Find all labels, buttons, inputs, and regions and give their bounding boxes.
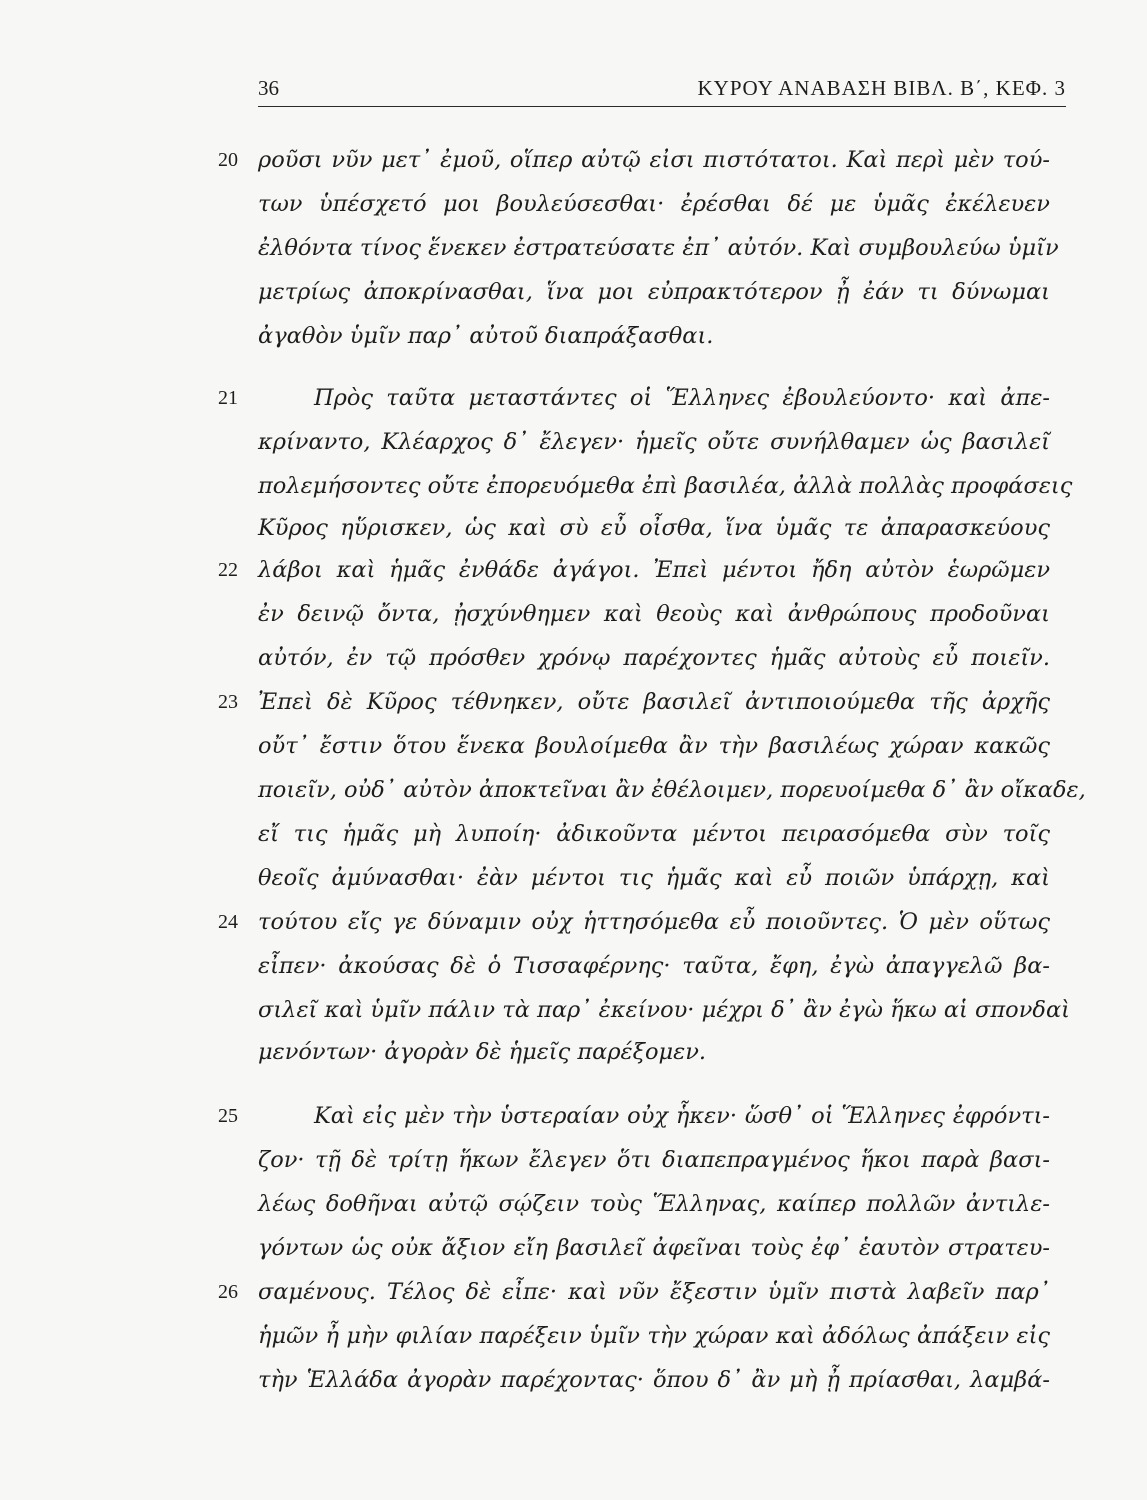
- text-line: Ἐπεὶ δὲ Κῦρος τέθνηκεν, οὔτε βασιλεῖ ἀντιποιούμεθα τῆς ἀρχῆς: [258, 689, 1050, 715]
- text-line: λάβοι καὶ ἡμᾶς ἐνθάδε ἀγάγοι. Ἐπεὶ μέντοι ἤδη αὐτὸν ἑωρῶμεν: [258, 557, 1050, 583]
- text-line: σαμένους. Τέλος δὲ εἶπε· καὶ νῦν ἔξεστιν ὑμῖν πιστὰ λαβεῖν παρ᾽: [258, 1279, 1050, 1305]
- text-line: ἀγαθὸν ὑμῖν παρ᾽ αὐτοῦ διαπράξασθαι.: [258, 323, 714, 349]
- text-line: οὔτ᾽ ἔστιν ὅτου ἕνεκα βουλοίμεθα ἂν τὴν βασιλέως χώραν κακῶς: [258, 733, 1050, 759]
- text-line: γόντων ὡς οὐκ ἄξιον εἴη βασιλεῖ ἀφεῖναι τοὺς ἐφ᾽ ἑαυτὸν στρατευ-: [258, 1235, 1050, 1261]
- text-line: ζον· τῇ δὲ τρίτῃ ἥκων ἔλεγεν ὅτι διαπεπραγμένος ἥκοι παρὰ βασι-: [258, 1147, 1050, 1173]
- text-line: ποιεῖν, οὐδ᾽ αὐτὸν ἀποκτεῖναι ἂν ἐθέλοιμεν, πορευοίμεθα δ᾽ ἂν οἴκαδε,: [258, 777, 1086, 803]
- text-line: ἡμῶν ἦ μὴν φιλίαν παρέξειν ὑμῖν τὴν χώραν καὶ ἀδόλως ἀπάξειν εἰς: [258, 1323, 1050, 1349]
- text-line: πολεμήσοντες οὔτε ἐπορευόμεθα ἐπὶ βασιλέα, ἀλλὰ πολλὰς προφάσεις: [258, 473, 1073, 499]
- text-line: κρίναντο, Κλέαρχος δ᾽ ἔλεγεν· ἡμεῖς οὔτε συνήλθαμεν ὡς βασιλεῖ: [258, 429, 1050, 455]
- running-header: [258, 72, 1066, 107]
- section-number: 26: [218, 1281, 238, 1303]
- text-line: λέως δοθῆναι αὐτῷ σῴζειν τοὺς Ἕλληνας, καίπερ πολλῶν ἀντιλε-: [258, 1191, 1050, 1217]
- section-number: 24: [218, 911, 238, 933]
- text-line: θεοῖς ἀμύνασθαι· ἐὰν μέντοι τις ἡμᾶς καὶ εὖ ποιῶν ὑπάρχῃ, καὶ: [258, 865, 1050, 891]
- section-number: 20: [218, 149, 238, 171]
- text-line: Καὶ εἰς μὲν τὴν ὑστεραίαν οὐχ ἧκεν· ὥσθ᾽ οἱ Ἕλληνες ἐφρόντι-: [314, 1103, 1050, 1129]
- page-number: 36: [258, 76, 279, 100]
- text-line: Πρὸς ταῦτα μεταστάντες οἱ Ἕλληνες ἐβουλεύοντο· καὶ ἀπε-: [314, 385, 1050, 411]
- text-line: εἶπεν· ἀκούσας δὲ ὁ Τισσαφέρνης· ταῦτα, ἔφη, ἐγὼ ἀπαγγελῶ βα-: [258, 953, 1050, 979]
- text-line: σιλεῖ καὶ ὑμῖν πάλιν τὰ παρ᾽ ἐκείνου· μέχρι δ᾽ ἂν ἐγὼ ἥκω αἱ σπονδαὶ: [258, 997, 1070, 1023]
- section-number: 21: [218, 387, 238, 409]
- text-line: μενόντων· ἀγορὰν δὲ ἡμεῖς παρέξομεν.: [258, 1039, 707, 1065]
- text-line: εἴ τις ἡμᾶς μὴ λυποίη· ἀδικοῦντα μέντοι πειρασόμεθα σὺν τοῖς: [258, 821, 1050, 847]
- section-number: 22: [218, 559, 238, 581]
- running-head-title: ΚΥΡΟΥ ΑΝΑΒΑΣΗ ΒΙΒΛ. Β΄, ΚΕΦ. 3: [697, 76, 1066, 100]
- text-line: Κῦρος ηὕρισκεν, ὡς καὶ σὺ εὖ οἶσθα, ἵνα ὑμᾶς τε ἀπαρασκεύους: [258, 515, 1050, 541]
- text-line: ροῦσι νῦν μετ᾽ ἐμοῦ, οἵπερ αὐτῷ εἰσι πιστότατοι. Καὶ περὶ μὲν τού-: [258, 147, 1050, 173]
- section-number: 23: [218, 691, 238, 713]
- text-line: μετρίως ἀποκρίνασθαι, ἵνα μοι εὐπρακτότερον ᾖ ἐάν τι δύνωμαι: [258, 279, 1050, 305]
- text-line: ἐν δεινῷ ὄντα, ᾐσχύνθημεν καὶ θεοὺς καὶ ἀνθρώπους προδοῦναι: [258, 601, 1050, 627]
- section-number: 25: [218, 1105, 238, 1127]
- text-line: των ὑπέσχετό μοι βουλεύσεσθαι· ἐρέσθαι δέ με ὑμᾶς ἐκέλευεν: [258, 191, 1050, 217]
- text-line: αὐτόν, ἐν τῷ πρόσθεν χρόνῳ παρέχοντες ἡμᾶς αὐτοὺς εὖ ποιεῖν.: [258, 645, 1050, 671]
- text-line: τούτου εἴς γε δύναμιν οὐχ ἡττησόμεθα εὖ ποιοῦντες. Ὁ μὲν οὕτως: [258, 909, 1050, 935]
- text-line: τὴν Ἑλλάδα ἀγορὰν παρέχοντας· ὅπου δ᾽ ἂν μὴ ᾖ πρίασθαι, λαμβά-: [258, 1367, 1050, 1393]
- text-line: ἐλθόντα τίνος ἕνεκεν ἐστρατεύσατε ἐπ᾽ αὐτόν. Καὶ συμβουλεύω ὑμῖν: [258, 235, 1059, 261]
